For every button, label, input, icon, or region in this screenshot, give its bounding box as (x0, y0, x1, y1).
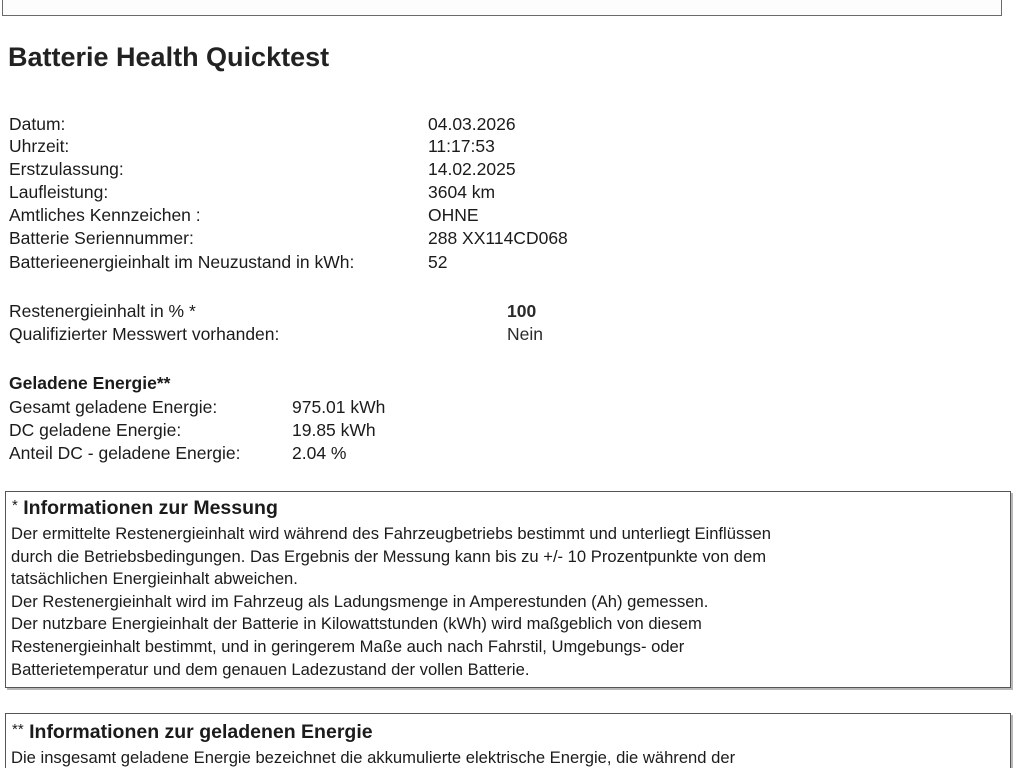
text-line: Der nutzbare Energieinhalt der Batterie in Kilowattstunden (kWh) wird maßgeblich von diesem (11, 614, 702, 634)
page-title: Batterie Health Quicktest (8, 42, 330, 72)
info-value: 52 (428, 252, 448, 272)
info-value: OHNE (428, 205, 479, 225)
charged-energy-row-dc (9, 419, 376, 441)
energy-label: Anteil DC - geladene Energie: (9, 443, 241, 463)
info-row-time (9, 135, 495, 157)
footnote-marker: * (12, 497, 18, 514)
measurement-info-box (5, 491, 1011, 688)
info-label: Erstzulassung: (9, 159, 124, 179)
rest-energy-value: 100 (507, 301, 537, 321)
text-line: durch die Betriebsbedingungen. Das Ergebnis der Messung kann bis zu +/- 10 Prozentpunkte von dem (11, 546, 767, 566)
info-row-date (9, 113, 516, 135)
charged-energy-row-total (9, 396, 386, 418)
info-value: 14.02.2025 (428, 159, 516, 179)
text-line: Restenergieinhalt bestimmt, und in geringerem Maße auch nach Fahrstil, Umgebungs- oder (11, 636, 685, 656)
info-row-first-registration (9, 158, 516, 180)
info-value: 288 XX114CD068 (428, 228, 568, 248)
text-line: Der Restenergieinhalt wird im Fahrzeug als Ladungsmenge in Amperestunden (Ah) gemessen. (11, 591, 709, 611)
info-label: Datum: (9, 114, 66, 134)
info-value: 04.03.2026 (428, 114, 516, 134)
info-row-license-plate (9, 204, 479, 226)
energy-value: 2.04 % (292, 443, 347, 463)
charged-energy-info-box (5, 713, 1011, 768)
info-label: Amtliches Kennzeichen : (9, 205, 201, 225)
charged-energy-info-text (11, 747, 1001, 768)
info-label: Batterieenergieinhalt im Neuzustand in kWh: (9, 252, 355, 272)
info-row-battery-serial (9, 227, 568, 249)
charged-energy-row-dc-share (9, 442, 347, 464)
charged-energy-heading: Geladene Energie** (9, 373, 171, 393)
info-row-mileage (9, 181, 496, 203)
qualified-measurement-label: Qualifizierter Messwert vorhanden: (9, 324, 280, 344)
charged-energy-info-heading (12, 721, 373, 744)
measurement-info-heading (12, 497, 278, 520)
energy-label: DC geladene Energie: (9, 420, 182, 440)
charged-energy-info-title: Informationen zur geladenen Energie (29, 721, 373, 743)
text-line: Der ermittelte Restenergieinhalt wird während des Fahrzeugbetriebs bestimmt und unterliegt Einflüssen (11, 524, 772, 543)
info-label: Uhrzeit: (9, 136, 70, 156)
info-value: 3604 km (428, 182, 496, 202)
footnote-marker: ** (12, 721, 24, 738)
text-line: Batterietemperatur und dem genauen Ladezustand der vollen Batterie. (11, 659, 530, 679)
text-line: Die insgesamt geladene Energie bezeichnet die akkumulierte elektrische Energie, die während der (11, 748, 736, 767)
info-label: Batterie Seriennummer: (9, 228, 194, 248)
qualified-measurement-row (9, 323, 543, 345)
rest-energy-row (9, 300, 537, 322)
info-value: 11:17:53 (428, 136, 495, 156)
info-label: Laufleistung: (9, 182, 109, 202)
info-row-new-capacity (9, 251, 448, 273)
energy-value: 19.85 kWh (292, 420, 376, 440)
qualified-measurement-value: Nein (507, 324, 543, 344)
energy-label: Gesamt geladene Energie: (9, 397, 218, 417)
text-line: tatsächlichen Energieinhalt abweichen. (11, 569, 298, 589)
rest-energy-label: Restenergieinhalt in % * (9, 301, 196, 321)
measurement-info-text (11, 523, 1001, 681)
top-info-box (2, 0, 1002, 16)
energy-value: 975.01 kWh (292, 397, 386, 417)
measurement-info-title: Informationen zur Messung (23, 497, 278, 519)
